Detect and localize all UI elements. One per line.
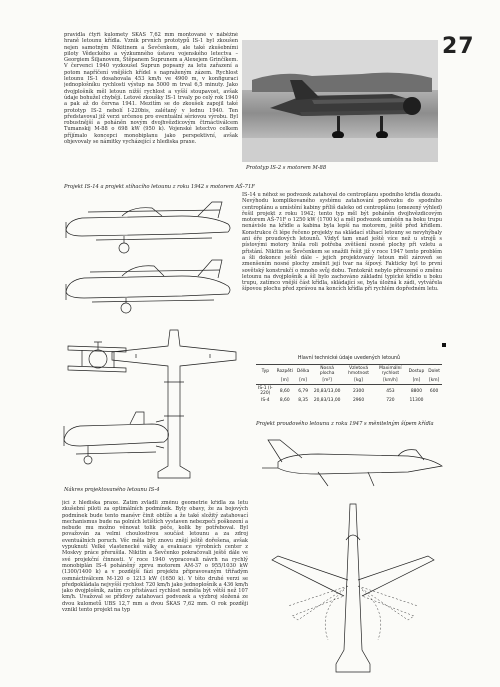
cell: 2300 [352, 388, 365, 394]
table-title: Hlavní technické údaje uvedených letounů [297, 356, 401, 361]
bottom-left-text: jící z hlediska praxe. Zatím zvládli změnu geometrie křídla za letu zkušební piloti za optimálních podmínek. Byly obavy, že za bojových podmínek bude tento manévr činit obtíže a že také složitý zatahovací mechanismus bude na polních letištích vystaven nebezpečí poškození a nebude mu možno věnovat tolik péče, kolik by potřeboval. Byl považován za velmi choulostivou součást letounu a za zdroj eventuálních poruch. Věc měla být znovu znějí ještě dořešena, avšak vypuknutí Velké vlastenecké války a evakuace výrobních center z Moskvy práce přerušila. Nikitin a Ševčenko pokračovali ještě dále ve své projekční činnosti. V roce 1940 vypracovali návrh na rychlý monobiplán IS-4 poháněný zprvu motorem AM-37 o 955/1030 kW (1300/1400 k) a v pozdější fázi projektu připravovaným třiřadým osmnáctiválcem M-120 o 1213 kW (1650 k). V této druhé verzi se předpokládala nejvyšší rychlost 720 km/h jako jednoplošník a 436 km/h jako dvojplošník, zatím co přistávací rychlost neměla být větší než 107 km/h. Uvažoval se příďový zatahovací podvozek a výzbroj složená ze dvou kulometů UBS 12,7 mm a dvou ŠKAS 7,62 mm. O rok později vznikl tento projekt na typ [62, 500, 248, 614]
page-number: 27 [442, 34, 475, 59]
cell: 8,60 [279, 398, 290, 403]
specs-table [256, 364, 442, 404]
th-speed: Maximální rychlost [374, 365, 406, 378]
cell: 6,79 [298, 388, 308, 394]
cell: 11300 [409, 398, 424, 403]
unit-type [256, 377, 275, 385]
end-mark [442, 343, 446, 347]
th-area: Nosná plocha [311, 365, 343, 378]
th-range: Dolet [426, 365, 442, 378]
th-span: Rozpětí [275, 365, 295, 378]
photo-is2 [242, 40, 438, 162]
unit-area: [m²] [311, 377, 343, 385]
unit-span: [m] [275, 377, 295, 385]
th-ceiling: Dostup [407, 365, 427, 378]
cell: 720 [386, 398, 395, 403]
th-mass: Vzletová hmotnost [343, 365, 374, 378]
cell: 8800 [410, 388, 423, 394]
cell: 8,35 [298, 398, 308, 403]
cell: 453 [386, 388, 395, 394]
unit-ceiling: [m] [407, 377, 427, 385]
table-row [256, 397, 442, 404]
is4-caption: Nákres projektovaného letounu IS-4 [64, 487, 160, 493]
cell: IS-1 (I-220) [258, 386, 273, 396]
right-column-text: IS-14 u něhož se podvozek zatahoval do centroplánu spodního křídla dozadu. Nevýhodu komplikovaného systému zatahování podvozku do spodního centroplánu a umístění kabiny příliš daleko od centroplánu (omezený výhled) řešil projekt z roku 1942; tento typ měl být poháněn dvojhvězdicovým motorem AŠ-71F o 1250 kW (1700 k) a měl podvozek umístěn na boku trupu nenávisle na křídle a kabina byla lepší na motorem, ještě před křídlem. Konstrukce či lépe řečeno projekty na skládací stíhací letouny se nevyhýbaly ani éře proudových letounů. Vždyť tam snad ještě více než u strojů s pístovými motory hrála roli potřeba zvětšení nosné plochy při vzletu a přistání. Nikitin se Ševčenkem se snažili řešit již v roce 1947 tento problém a šli dokonce ještě dále – jejich projektovaný letoun měl zároveň se zmenšením nosné plochy změnit její tvar na šípový. Fakticky byl to první sovětský konstrukčí o mnoho svůj dobu. Tentokrát nebylo přirozené o změnu letounu na dvojplošník a šíl bylo zachováno základní typické křídlo u boku trupu, zatímco vnější část křídla, skládající se, byla úložná k zádi, vytvářela šípovou plochu před zprávou na koncích křídla při rychlém dopředném letu. [242, 192, 442, 293]
jet-side-view [258, 432, 448, 496]
th-length: Délka [295, 365, 311, 378]
unit-mass: [kg] [343, 377, 374, 385]
table-row [256, 385, 442, 398]
photo-aircraft-silhouette [242, 40, 438, 162]
jet-caption: Projekt proudového letounu z roku 1947 s měnitelným šípem křídla [256, 421, 434, 427]
cell: IS-4 [261, 398, 270, 403]
unit-speed: [km/h] [374, 377, 406, 385]
unit-length: [m] [295, 377, 311, 385]
th-type: Typ [256, 365, 275, 378]
cell [426, 397, 442, 404]
cell: 8,60 [279, 388, 290, 394]
photo-caption: Prototyp IS-2 s motorem M-88 [246, 165, 327, 171]
cell: 600 [429, 388, 439, 394]
unit-range: [km] [426, 377, 442, 385]
biplane-side-views [62, 194, 238, 314]
jet-plan-view [258, 500, 448, 680]
cell: 2960 [352, 398, 365, 403]
cell: 20,83/13,00 [313, 398, 341, 403]
cell: 20,83/13,00 [313, 388, 341, 394]
is4-three-view [60, 326, 240, 486]
intro-text: pravidla čtyři kulomety ŠKAS 7,62 mm montované v náběžné hraně letounu křídla. Vznik prvních prototypů IS-1 byl zkoušen nejen samotným Nikitinem a Ševčenkem, ale také zkušebními piloty Vědeckého a výzkumného ústavu vojenského letectva – Georgiem Šiljanovem, Štěpanem Suprunem a Alexejem Grinčíkem. V červenci 1940 vyzkoušel Suprun popsaný za letu zařazení a potom napříčení vnějších křídel s napraženým zázem. Rychlost letounu IS-1 dosahovala 453 km/h ve 4900 m, v konfiguraci jednoplošníku rychlosti výstup na 5000 m trval 6,5 minuty. Jako dvojplošník měl letoun nižší rychlost a vyšší stoupavost, avšak údaje bohužel chybějí. Letové zkoušky IS-1 trvaly po celý rok 1940 a pak až do června 1941. Mezitím se do zkoušek zapojil také prototyp IS-2 nebolí I-220bis, zalétaný v lednu 1940. Ten představoval již verzi určenou pro eventuální sériovou výrobu. Byl robustnější a poháněn novým dvojhvězdicovým čtrnáctiválcem Tumanskij M-88 o 698 kW (950 k). Vojenské letectvo celkem příjímalo koncepci monobiplanu jako perspektivní, avšak objevovaly se námitky vycházející z hlediska praxe. [64, 32, 238, 146]
drawing-caption-1942: Projekt IS-14 a projekt stíhacího letounu z roku 1942 s motorem AŠ-71F [64, 184, 255, 190]
